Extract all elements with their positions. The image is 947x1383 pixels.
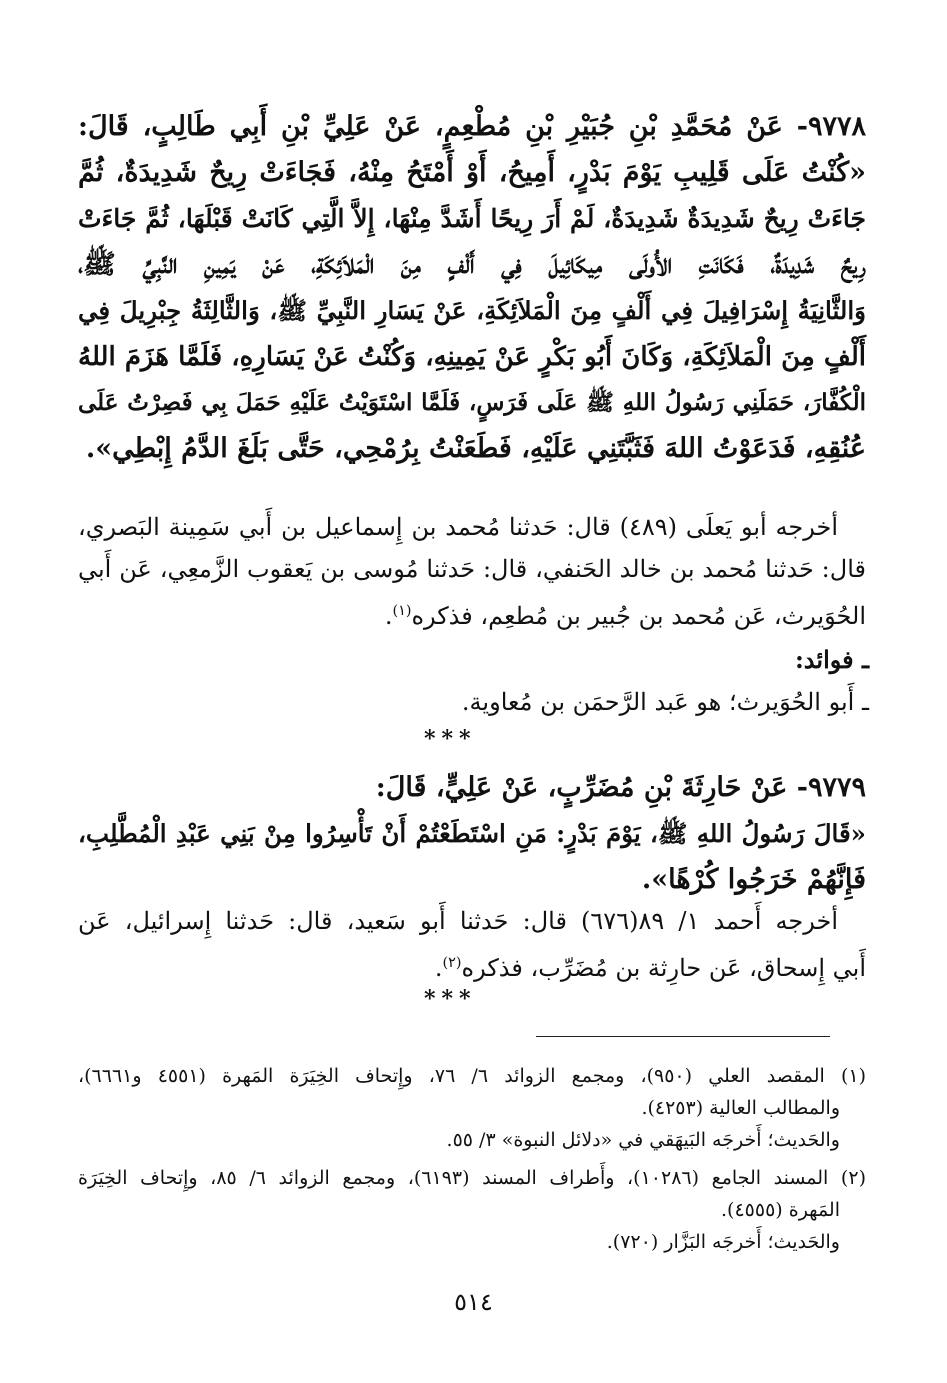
separator-stars: *** [424,726,477,752]
hadith-9779-line: «قَالَ رَسُولُ اللهِ ﷺ، يَوْمَ بَدْرٍ: مَنِ اسْتَطَعْتُمْ أَنْ تَأْسِرُوا مِنْ بَنِي عَبْدِ الْمُطَّلِبِ، [78,819,866,848]
footnote-2 [78,1162,866,1258]
hadith-9778-line: ٩٧٧٨- عَنْ مُحَمَّدِ بْنِ جُبَيْرِ بْنِ مُطْعِمٍ، عَنْ عَلِيِّ بْنِ أَبِي طَالِبٍ، قَالَ: [78,111,866,142]
takhrij-line: أَبي إِسحاق، عَن حارِثة بن مُضَرِّب، فذكره$^{(٢)}$. [434,954,866,982]
takhrij-line: الحُوَيرث، عَن مُحمد بن جُبير بن مُطعِم، فذكره$^{(١)}$. [384,602,866,630]
takhrij-9779 [78,900,866,989]
footnote-ref-2[interactable]: (٢) [442,955,462,971]
separator-stars: *** [424,986,477,1012]
hadith-9779 [78,765,866,903]
takhrij-9778 [78,506,866,637]
hadith-9778-line: الْكُفَّارَ، حَمَلَنِي رَسُولُ اللهِ ﷺ عَلَى فَرَسٍ، فَلَمَّا اسْتَوَيْتُ عَلَيْهِ حَمَلَ بِي فَصِرْتُ عَلَى [78,389,867,416]
takhrij-line-text: أَبي إِسحاق، عَن حارِثة بن مُضَرِّب، فذكره [461,954,866,982]
fawaid-item: ـ أَبو الحُوَيرث؛ هو عَبد الرَّحمَن بن مُعاوية. [461,688,869,716]
hadith-9778-line: جَاءَتْ رِيحٌ شَدِيدَةٌ شَدِيدَةٌ، لَمْ أَرَ رِيحًا أَشَدَّ مِنْهَا، إِلاَّ الَّتِي كَانَتْ قَبْلَهَا، ثُمَّ جَاءَتْ [78,204,866,233]
takhrij-line: أخرجه أَحمد ١/ ٨٩(٦٧٦) قال: حَدثنا أَبو سَعيد، قال: حَدثنا إِسرائيل، عَن [78,907,839,935]
hadith-9778-line: عُنُقِهِ، فَدَعَوْتُ اللهَ فَثَبَّتَنِي عَلَيْهِ، فَطَعَنْتُ بِرُمْحِي، حَتَّى بَلَغَ الدَّمُ إِبْطِي». [85,433,866,464]
takhrij-line-text: الحُوَيرث، عَن مُحمد بن جُبير بن مُطعِم، فذكره [411,602,866,630]
hadith-9778-line: أَلْفٍ مِنَ الْمَلاَئِكَةِ، وَكَانَ أَبُو بَكْرٍ عَنْ يَمِينِهِ، وَكُنْتُ عَنْ يَسَارِهِ، فَلَمَّا هَزَمَ اللهُ [78,342,866,372]
footnote-line: (٢) المسند الجامع (١٠٢٨٦)، وأَطراف المسند (٦١٩٣)، ومجمع الزوائد ٦/ ٨٥، وإِتحاف الخِيَرَة [78,1167,866,1189]
footnote-line: المَهرة (٤٥٥٥). [721,1199,840,1221]
footnote-divider [536,1036,830,1037]
page-number: ٥١٤ [454,1288,493,1316]
hadith-9778-line: رِيحٌ شَدِيدَةٌ، فَكَانَتِ الأُولَى مِيكَائِيلَ فِي أَلْفٍ مِنَ الْمَلاَئِكَةِ، عَنْ يَمِينِ النَّبِيِّ ﷺ، [78,249,866,280]
footnote-note: والحَديث؛ أَخرجَه البَزَّار (٧٢٠). [606,1231,840,1253]
hadith-9779-line: ٩٧٧٩- عَنْ حَارِثَةَ بْنِ مُضَرِّبٍ، عَنْ عَلِيٍّ، قَالَ: [375,772,866,803]
footnote-line: والمطالب العالية (٤٢٥٣). [641,1097,840,1119]
takhrij-line: قال: حَدثنا مُحمد بن خالد الحَنفي، قال: حَدثنا مُوسى بن يَعقوب الزَّمعِي، عَن أَبي [78,555,866,583]
footnote-note: والحَديث؛ أَخرجَه البَيهَقي في «دلائل النبوة» ٣/ ٥٥. [446,1129,840,1151]
footnote-line: (١) المقصد العلي (٩٥٠)، ومجمع الزوائد ٦/ ٧٦، وإِتحاف الخِيَرَة المَهرة (٤٥٥١ و٦٦٦١)، [78,1065,866,1087]
hadith-9778 [78,104,866,472]
footnote-1 [78,1060,866,1156]
footnote-ref-1[interactable]: (١) [392,603,412,619]
hadith-9778-line: وَالثَّانِيَةُ إِسْرَافِيلَ فِي أَلْفٍ مِنَ الْمَلاَئِكَةِ، عَنْ يَسَارِ النَّبِيِّ ﷺ، وَالثَّالِثَةُ جِبْرِيلَ فِي [78,296,866,325]
hadith-9779-line: فَإِنَّهُمْ خَرَجُوا كُرْهًا». [641,864,866,895]
hadith-9778-line: «كُنْتُ عَلَى قَلِيبِ يَوْمَ بَدْرٍ، أَمِيحُ، أَوْ أَمْتَحُ مِنْهُ، فَجَاءَتْ رِيحٌ شَدِيدَةٌ، ثُمَّ [78,157,866,188]
takhrij-line: أخرجه أبو يَعلَى (٤٨٩) قال: حَدثنا مُحمد بن إِسماعيل بن أَبي سَمِينة البَصري، [78,513,838,541]
fawaid-heading: ـ فوائد: [794,645,869,674]
